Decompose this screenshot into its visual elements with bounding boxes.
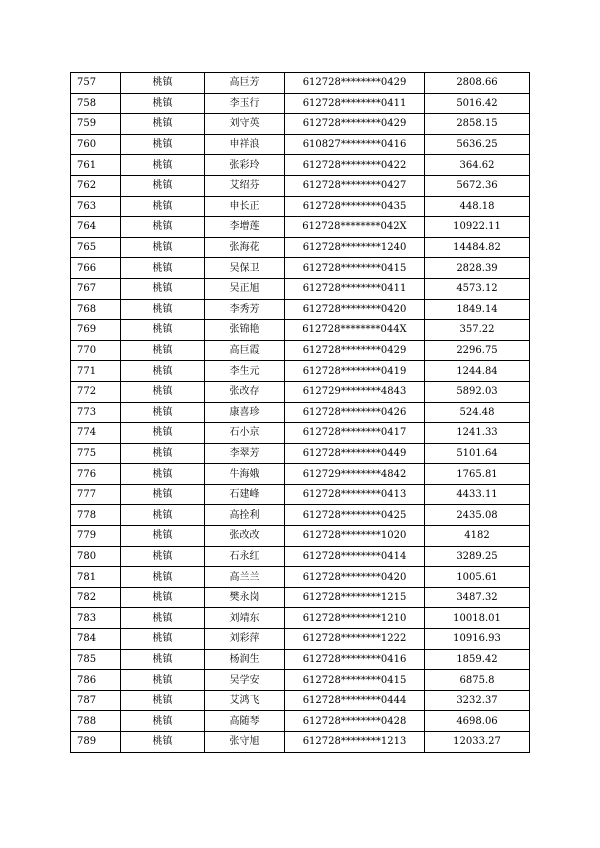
row-number: 782 xyxy=(71,587,121,608)
town-cell: 桃镇 xyxy=(121,196,205,217)
table-row xyxy=(71,237,530,258)
row-number: 769 xyxy=(71,320,121,341)
id-number-cell: 612728********1213 xyxy=(285,732,425,753)
town-cell: 桃镇 xyxy=(121,320,205,341)
roster-table-body xyxy=(71,73,530,753)
person-name-cell: 吴学安 xyxy=(205,670,285,691)
table-row xyxy=(71,381,530,402)
town-cell: 桃镇 xyxy=(121,505,205,526)
table-row xyxy=(71,114,530,135)
row-number: 763 xyxy=(71,196,121,217)
person-name-cell: 张守旭 xyxy=(205,732,285,753)
amount-cell: 448.18 xyxy=(425,196,530,217)
id-number-cell: 612728********0415 xyxy=(285,258,425,279)
amount-cell: 2858.15 xyxy=(425,114,530,135)
id-number-cell: 612728********0427 xyxy=(285,175,425,196)
id-number-cell: 612728********0428 xyxy=(285,711,425,732)
person-name-cell: 张海花 xyxy=(205,237,285,258)
amount-cell: 2435.08 xyxy=(425,505,530,526)
person-name-cell: 张彩玲 xyxy=(205,155,285,176)
row-number: 785 xyxy=(71,649,121,670)
table-row xyxy=(71,299,530,320)
row-number: 775 xyxy=(71,443,121,464)
person-name-cell: 李玉行 xyxy=(205,93,285,114)
amount-cell: 2296.75 xyxy=(425,340,530,361)
row-number: 771 xyxy=(71,361,121,382)
table-row xyxy=(71,732,530,753)
row-number: 776 xyxy=(71,464,121,485)
amount-cell: 12033.27 xyxy=(425,732,530,753)
town-cell: 桃镇 xyxy=(121,155,205,176)
town-cell: 桃镇 xyxy=(121,258,205,279)
amount-cell: 5672.36 xyxy=(425,175,530,196)
town-cell: 桃镇 xyxy=(121,423,205,444)
row-number: 766 xyxy=(71,258,121,279)
amount-cell: 357.22 xyxy=(425,320,530,341)
id-number-cell: 612728********042X xyxy=(285,217,425,238)
table-row xyxy=(71,175,530,196)
id-number-cell: 612728********0411 xyxy=(285,278,425,299)
person-name-cell: 樊永岗 xyxy=(205,587,285,608)
table-row xyxy=(71,320,530,341)
person-name-cell: 艾绍芬 xyxy=(205,175,285,196)
amount-cell: 5636.25 xyxy=(425,134,530,155)
person-name-cell: 石建峰 xyxy=(205,484,285,505)
row-number: 762 xyxy=(71,175,121,196)
town-cell: 桃镇 xyxy=(121,402,205,423)
person-name-cell: 张锦艳 xyxy=(205,320,285,341)
person-name-cell: 高兰兰 xyxy=(205,567,285,588)
table-row xyxy=(71,340,530,361)
person-name-cell: 申祥浪 xyxy=(205,134,285,155)
town-cell: 桃镇 xyxy=(121,278,205,299)
table-row xyxy=(71,649,530,670)
person-name-cell: 杨润生 xyxy=(205,649,285,670)
amount-cell: 6875.8 xyxy=(425,670,530,691)
row-number: 783 xyxy=(71,608,121,629)
person-name-cell: 刘靖东 xyxy=(205,608,285,629)
amount-cell: 10922.11 xyxy=(425,217,530,238)
table-row xyxy=(71,361,530,382)
table-row xyxy=(71,546,530,567)
amount-cell: 2808.66 xyxy=(425,73,530,94)
table-row xyxy=(71,278,530,299)
amount-cell: 3289.25 xyxy=(425,546,530,567)
id-number-cell: 612728********1222 xyxy=(285,629,425,650)
row-number: 788 xyxy=(71,711,121,732)
amount-cell: 14484.82 xyxy=(425,237,530,258)
town-cell: 桃镇 xyxy=(121,670,205,691)
town-cell: 桃镇 xyxy=(121,443,205,464)
amount-cell: 1244.84 xyxy=(425,361,530,382)
id-number-cell: 612728********0429 xyxy=(285,114,425,135)
row-number: 770 xyxy=(71,340,121,361)
id-number-cell: 612728********0444 xyxy=(285,690,425,711)
row-number: 781 xyxy=(71,567,121,588)
row-number: 784 xyxy=(71,629,121,650)
id-number-cell: 612728********0420 xyxy=(285,567,425,588)
person-name-cell: 李生元 xyxy=(205,361,285,382)
amount-cell: 1241.33 xyxy=(425,423,530,444)
row-number: 765 xyxy=(71,237,121,258)
town-cell: 桃镇 xyxy=(121,567,205,588)
table-row xyxy=(71,484,530,505)
amount-cell: 10916.93 xyxy=(425,629,530,650)
town-cell: 桃镇 xyxy=(121,732,205,753)
row-number: 787 xyxy=(71,690,121,711)
person-name-cell: 吴保卫 xyxy=(205,258,285,279)
id-number-cell: 612728********0429 xyxy=(285,73,425,94)
id-number-cell: 612728********0416 xyxy=(285,649,425,670)
id-number-cell: 612728********0420 xyxy=(285,299,425,320)
table-row xyxy=(71,196,530,217)
town-cell: 桃镇 xyxy=(121,608,205,629)
table-row xyxy=(71,629,530,650)
id-number-cell: 612728********0413 xyxy=(285,484,425,505)
id-number-cell: 612729********4842 xyxy=(285,464,425,485)
amount-cell: 10018.01 xyxy=(425,608,530,629)
row-number: 757 xyxy=(71,73,121,94)
table-row xyxy=(71,258,530,279)
town-cell: 桃镇 xyxy=(121,711,205,732)
person-name-cell: 张改存 xyxy=(205,381,285,402)
row-number: 778 xyxy=(71,505,121,526)
person-name-cell: 石永红 xyxy=(205,546,285,567)
table-row xyxy=(71,690,530,711)
amount-cell: 5101.64 xyxy=(425,443,530,464)
amount-cell: 1005.61 xyxy=(425,567,530,588)
town-cell: 桃镇 xyxy=(121,587,205,608)
table-row xyxy=(71,505,530,526)
town-cell: 桃镇 xyxy=(121,175,205,196)
town-cell: 桃镇 xyxy=(121,114,205,135)
town-cell: 桃镇 xyxy=(121,629,205,650)
amount-cell: 4433.11 xyxy=(425,484,530,505)
person-name-cell: 康喜珍 xyxy=(205,402,285,423)
person-name-cell: 李秀芳 xyxy=(205,299,285,320)
town-cell: 桃镇 xyxy=(121,361,205,382)
town-cell: 桃镇 xyxy=(121,237,205,258)
row-number: 767 xyxy=(71,278,121,299)
town-cell: 桃镇 xyxy=(121,546,205,567)
id-number-cell: 612728********0414 xyxy=(285,546,425,567)
amount-cell: 2828.39 xyxy=(425,258,530,279)
person-name-cell: 高巨芳 xyxy=(205,73,285,94)
town-cell: 桃镇 xyxy=(121,484,205,505)
person-name-cell: 吴正旭 xyxy=(205,278,285,299)
id-number-cell: 612728********1240 xyxy=(285,237,425,258)
town-cell: 桃镇 xyxy=(121,93,205,114)
town-cell: 桃镇 xyxy=(121,464,205,485)
row-number: 774 xyxy=(71,423,121,444)
town-cell: 桃镇 xyxy=(121,690,205,711)
table-row xyxy=(71,155,530,176)
person-name-cell: 艾鸿飞 xyxy=(205,690,285,711)
id-number-cell: 612728********0415 xyxy=(285,670,425,691)
id-number-cell: 610827********0416 xyxy=(285,134,425,155)
amount-cell: 4698.06 xyxy=(425,711,530,732)
table-row xyxy=(71,587,530,608)
row-number: 779 xyxy=(71,526,121,547)
table-row xyxy=(71,464,530,485)
row-number: 789 xyxy=(71,732,121,753)
id-number-cell: 612728********0435 xyxy=(285,196,425,217)
id-number-cell: 612728********1020 xyxy=(285,526,425,547)
person-name-cell: 申长正 xyxy=(205,196,285,217)
id-number-cell: 612728********0449 xyxy=(285,443,425,464)
id-number-cell: 612728********0425 xyxy=(285,505,425,526)
row-number: 760 xyxy=(71,134,121,155)
town-cell: 桃镇 xyxy=(121,381,205,402)
town-cell: 桃镇 xyxy=(121,649,205,670)
person-name-cell: 石小京 xyxy=(205,423,285,444)
table-row xyxy=(71,402,530,423)
table-row xyxy=(71,526,530,547)
table-row xyxy=(71,93,530,114)
amount-cell: 3487.32 xyxy=(425,587,530,608)
amount-cell: 4182 xyxy=(425,526,530,547)
id-number-cell: 612729********4843 xyxy=(285,381,425,402)
id-number-cell: 612728********0422 xyxy=(285,155,425,176)
amount-cell: 5892.03 xyxy=(425,381,530,402)
person-name-cell: 李增莲 xyxy=(205,217,285,238)
town-cell: 桃镇 xyxy=(121,134,205,155)
town-cell: 桃镇 xyxy=(121,217,205,238)
amount-cell: 1765.81 xyxy=(425,464,530,485)
table-row xyxy=(71,608,530,629)
row-number: 773 xyxy=(71,402,121,423)
row-number: 786 xyxy=(71,670,121,691)
table-row xyxy=(71,73,530,94)
town-cell: 桃镇 xyxy=(121,340,205,361)
amount-cell: 4573.12 xyxy=(425,278,530,299)
town-cell: 桃镇 xyxy=(121,73,205,94)
row-number: 777 xyxy=(71,484,121,505)
person-name-cell: 牛海娥 xyxy=(205,464,285,485)
person-name-cell: 高随琴 xyxy=(205,711,285,732)
table-row xyxy=(71,711,530,732)
person-name-cell: 高拴利 xyxy=(205,505,285,526)
row-number: 764 xyxy=(71,217,121,238)
amount-cell: 1859.42 xyxy=(425,649,530,670)
table-row xyxy=(71,567,530,588)
row-number: 759 xyxy=(71,114,121,135)
id-number-cell: 612728********044X xyxy=(285,320,425,341)
row-number: 758 xyxy=(71,93,121,114)
amount-cell: 5016.42 xyxy=(425,93,530,114)
person-name-cell: 刘彩萍 xyxy=(205,629,285,650)
person-name-cell: 高巨霞 xyxy=(205,340,285,361)
table-row xyxy=(71,134,530,155)
id-number-cell: 612728********1210 xyxy=(285,608,425,629)
amount-cell: 364.62 xyxy=(425,155,530,176)
row-number: 772 xyxy=(71,381,121,402)
person-name-cell: 刘守英 xyxy=(205,114,285,135)
id-number-cell: 612728********0429 xyxy=(285,340,425,361)
town-cell: 桃镇 xyxy=(121,526,205,547)
roster-table xyxy=(70,72,530,753)
table-row xyxy=(71,670,530,691)
amount-cell: 1849.14 xyxy=(425,299,530,320)
person-name-cell: 张改改 xyxy=(205,526,285,547)
table-row xyxy=(71,443,530,464)
amount-cell: 524.48 xyxy=(425,402,530,423)
id-number-cell: 612728********0411 xyxy=(285,93,425,114)
row-number: 768 xyxy=(71,299,121,320)
id-number-cell: 612728********0426 xyxy=(285,402,425,423)
id-number-cell: 612728********0417 xyxy=(285,423,425,444)
id-number-cell: 612728********1215 xyxy=(285,587,425,608)
person-name-cell: 李翠芳 xyxy=(205,443,285,464)
row-number: 780 xyxy=(71,546,121,567)
id-number-cell: 612728********0419 xyxy=(285,361,425,382)
table-row xyxy=(71,217,530,238)
table-row xyxy=(71,423,530,444)
row-number: 761 xyxy=(71,155,121,176)
amount-cell: 3232.37 xyxy=(425,690,530,711)
town-cell: 桃镇 xyxy=(121,299,205,320)
